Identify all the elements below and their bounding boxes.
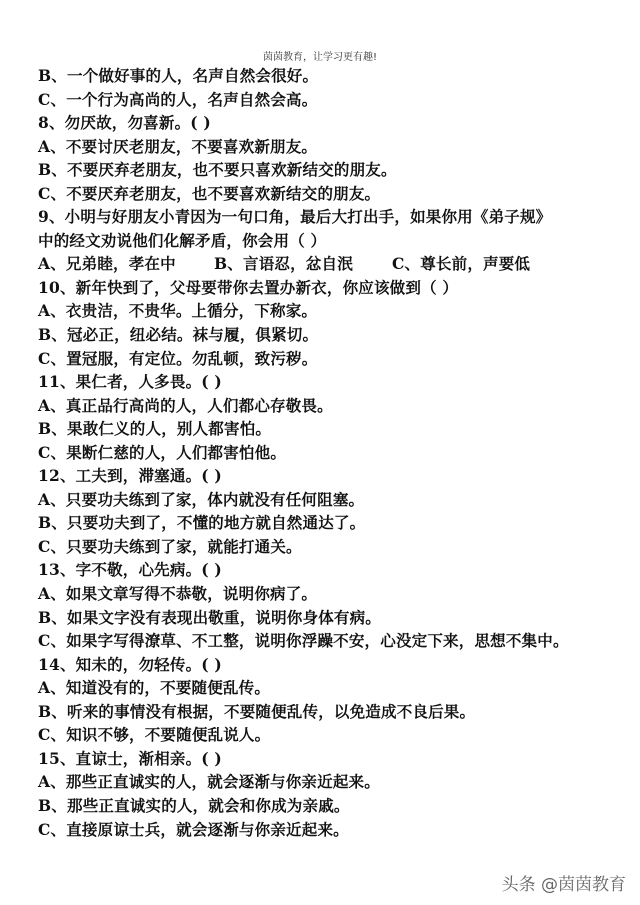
answer-option: A、不要讨厌老朋友，不要喜欢新朋友。 — [38, 136, 318, 156]
answer-option: B、一个做好事的人，名声自然会很好。 — [38, 66, 319, 85]
answer-option: C、直接原谅士兵，就会逐渐与你亲近起来。 — [38, 819, 349, 839]
answer-option: C、只要功夫练到了家，就能打通关。 — [38, 536, 302, 556]
answer-option: C、置冠服，有定位。勿乱顿，致污秽。 — [38, 348, 318, 368]
question-content — [38, 64, 628, 841]
answer-option: A、只要功夫练到了家，体内就没有任何阻塞。 — [38, 489, 365, 509]
answer-option: C、知识不够，不要随便乱说人。 — [38, 725, 271, 745]
source-watermark: 头条 @茵茵教育 — [501, 875, 626, 895]
question-line: 13、字不敬，心先病。( ) — [38, 560, 222, 580]
answer-option: A、真正品行高尚的人，人们都心存敬畏。 — [38, 395, 333, 415]
option-item: B、言语忍，忿自泯 — [214, 254, 353, 274]
option-item: A、兄弟睦，孝在中 — [38, 254, 176, 274]
question-line: 中的经文劝说他们化解矛盾，你会用（ ） — [38, 230, 327, 250]
answer-option: C、果断仁慈的人，人们都害怕他。 — [38, 442, 287, 462]
question-line: 12、工夫到，滞塞通。( ) — [38, 466, 222, 486]
answer-option: C、不要厌弃老朋友，也不要喜欢新结交的朋友。 — [38, 183, 381, 203]
answer-option: B、只要功夫到了，不懂的地方就自然通达了。 — [38, 513, 366, 533]
answer-option: B、听来的事情没有根据，不要随便乱传，以免造成不良后果。 — [38, 701, 476, 721]
page-header: 茵茵教育，让学习更有趣! — [262, 52, 377, 63]
question-line: 14、知未的，勿轻传。( ) — [38, 654, 222, 674]
question-line: 9、小明与好朋友小青因为一句口角，最后大打出手，如果你用《弟子规》 — [38, 207, 552, 227]
answer-option: A、知道没有的，不要随便乱传。 — [38, 678, 271, 698]
answer-option: C、一个行为高尚的人，名声自然会高。 — [38, 89, 318, 109]
answer-option: A、如果文章写得不恭敬，说明你病了。 — [38, 584, 318, 604]
answer-option: B、不要厌弃老朋友，也不要只喜欢新结交的朋友。 — [38, 160, 397, 180]
question-line: 8、勿厌故，勿喜新。( ) — [38, 113, 211, 133]
answer-option: B、如果文字没有表现出敬重，说明你身体有病。 — [38, 607, 382, 627]
answer-option: B、冠必正，纽必结。袜与履，俱紧切。 — [38, 325, 319, 345]
answer-option: C、如果字写得潦草、不工整，说明你浮躁不安，心没定下来，思想不集中。 — [38, 631, 569, 651]
answer-option: A、那些正直诚实的人，就会逐渐与你亲近起来。 — [38, 772, 380, 792]
question-line: 11、果仁者，人多畏。( ) — [38, 372, 222, 392]
question-line: 15、直谅士，渐相亲。( ) — [38, 748, 222, 768]
answer-option: B、果敢仁义的人，别人都害怕。 — [38, 419, 272, 439]
answer-option: B、那些正直诚实的人，就会和你成为亲戚。 — [38, 795, 350, 815]
option-item: C、尊长前，声要低 — [392, 254, 531, 274]
question-line: 10、新年快到了，父母要带你去置办新衣，你应该做到（ ） — [38, 277, 459, 297]
options-row — [38, 252, 628, 276]
answer-option: A、衣贵洁，不贵华。上循分，下称家。 — [38, 301, 318, 321]
